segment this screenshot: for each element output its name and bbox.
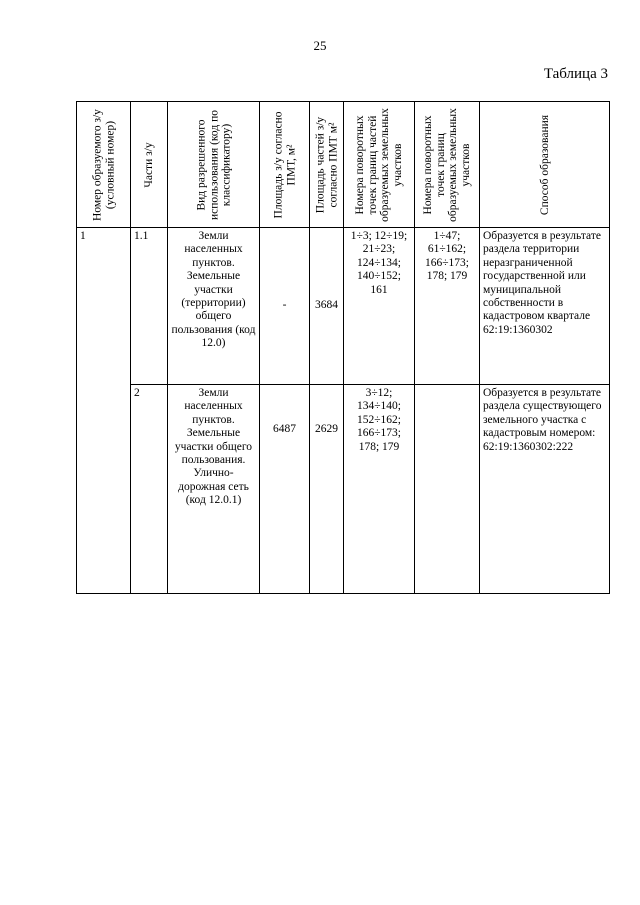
- header-method: [480, 102, 610, 228]
- header-number: [77, 102, 131, 228]
- land-plots-table: [76, 101, 610, 594]
- header-points-plots: [415, 102, 480, 228]
- table-row: [77, 228, 610, 385]
- header-use-type: [168, 102, 260, 228]
- cell-use-type: Земли населенных пунктов. Земельные участки (территории) общего пользования (код 12.0): [168, 228, 260, 385]
- cell-points-parts: 1÷3; 12÷19; 21÷23; 124÷134; 140÷152; 161: [344, 228, 415, 385]
- header-points-parts-label: Номера поворотных точек границ частей образуемых земельных участков: [354, 107, 404, 222]
- cell-points-plots: 1÷47; 61÷162; 166÷173; 178; 179: [415, 228, 480, 385]
- cell-method: Образуется в результате раздела существующего земельного участка с кадастровым номером: 62:19:1360302:222: [480, 385, 610, 594]
- header-number-label: Номер образуемого з/у (условный номер): [91, 108, 116, 221]
- header-points-parts: [344, 102, 415, 228]
- cell-points-parts: 3÷12; 134÷140; 152÷162; 166÷173; 178; 179: [344, 385, 415, 594]
- table-caption: Таблица 3: [543, 66, 608, 82]
- table-row: [77, 385, 610, 594]
- header-points-plots-label: Номера поворотных точек границ образуемых земельных участков: [422, 107, 472, 222]
- table-header-row: [77, 102, 610, 228]
- header-parts-label: Части з/у: [142, 141, 155, 188]
- cell-area-parts: 2629: [310, 385, 344, 594]
- cell-number: 1: [77, 228, 131, 594]
- header-use-type-label: Вид разрешенного использования (код по классификатору): [194, 109, 232, 220]
- header-parts: [131, 102, 168, 228]
- cell-area-pmt: 6487: [260, 385, 310, 594]
- header-area-pmt: [260, 102, 310, 228]
- header-area-parts-label: Площадь частей з/у согласно ПМТ м²: [314, 116, 339, 213]
- cell-part: 2: [131, 385, 168, 594]
- header-area-pmt-label: Площадь з/у согласно ПМТ, м²: [272, 111, 297, 218]
- cell-points-plots: [415, 385, 480, 594]
- page-number: 25: [313, 38, 327, 53]
- cell-area-pmt: -: [260, 228, 310, 385]
- cell-area-parts: 3684: [310, 228, 344, 385]
- cell-method: Образуется в результате раздела территории неразграниченной государственной или муниципальной собственности в кадастровом квартале 62:19:1360302: [480, 228, 610, 385]
- cell-use-type: Земли населенных пунктов. Земельные участки общего пользования. Улично-дорожная сеть (код 12.0.1): [168, 385, 260, 594]
- header-area-parts: [310, 102, 344, 228]
- cell-part: 1.1: [131, 228, 168, 385]
- header-method-label: Способ образования: [538, 114, 551, 215]
